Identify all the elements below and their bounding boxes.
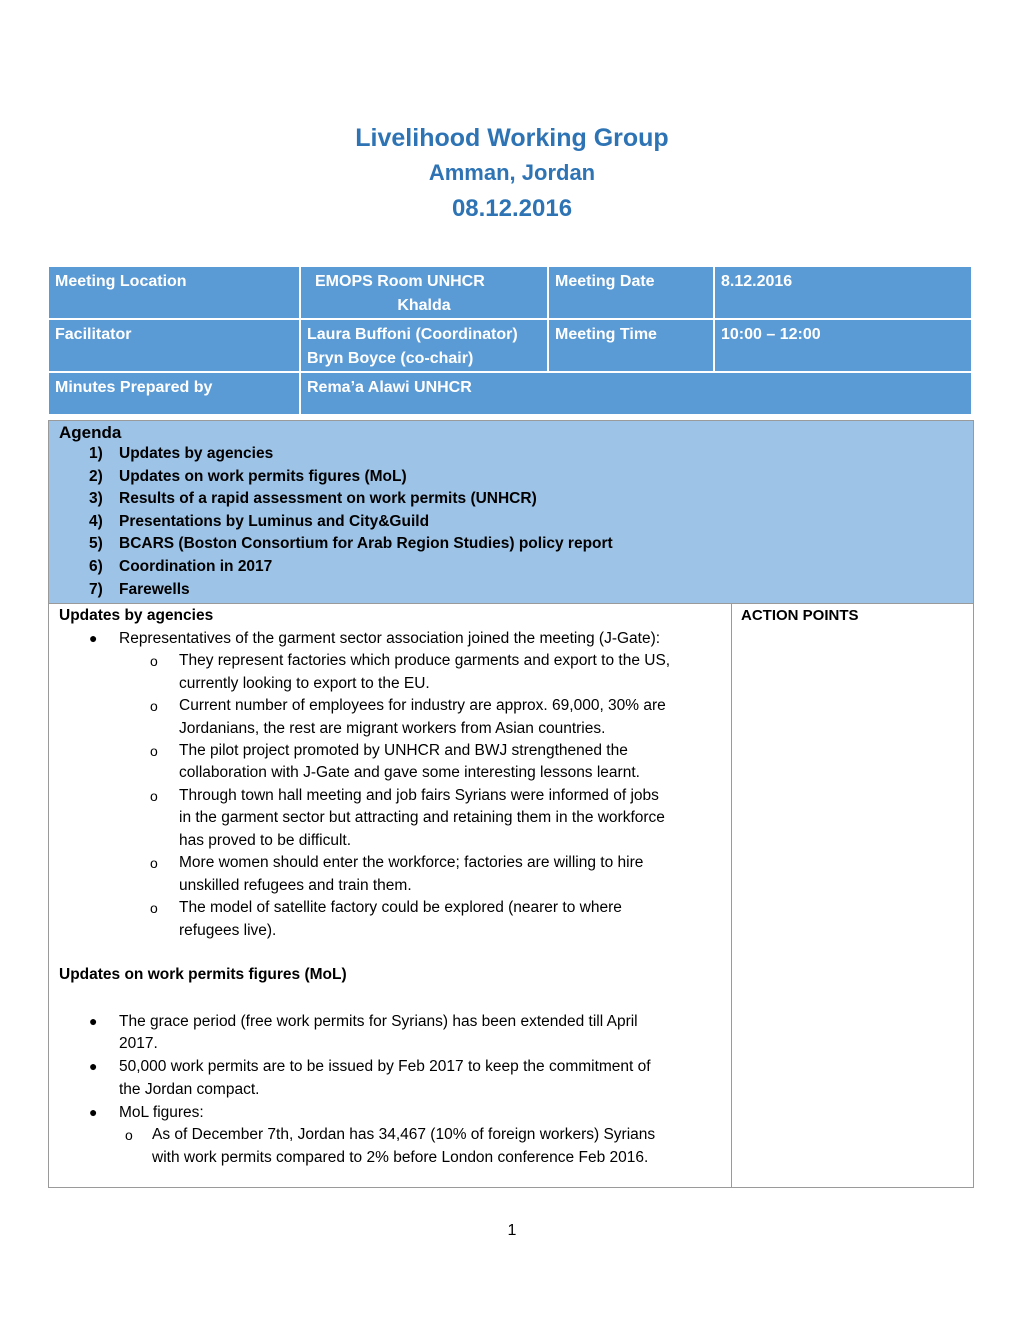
mol-figures-line: As of December 7th, Jordan has 34,467 (10% of foreign workers) Syrians <box>152 1126 656 1143</box>
bullet-icon: ● <box>89 630 98 646</box>
sub-point-line: Jordanians, the rest are migrant workers from Asian countries. <box>179 720 606 737</box>
table-row <box>48 372 972 415</box>
minutes-prepared-label: Minutes Prepared by <box>48 372 300 415</box>
sub-point-line: The model of satellite factory could be explored (nearer to where <box>179 899 622 916</box>
location-line-2: Khalda <box>397 297 451 314</box>
sub-point-line: More women should enter the workforce; factories are willing to hire <box>179 854 644 871</box>
garment-sector-bullet: Representatives of the garment sector association joined the meeting (J-Gate): <box>119 630 661 647</box>
circle-bullet-icon: o <box>125 1127 133 1143</box>
sub-point-line: They represent factories which produce garments and export to the US, <box>179 652 671 669</box>
sub-point-line: Through town hall meeting and job fairs Syrians were informed of jobs <box>179 787 659 804</box>
meeting-date-label: Meeting Date <box>548 266 714 319</box>
agenda-number: 2) <box>89 467 103 485</box>
meeting-info-table <box>47 265 973 416</box>
meeting-time-label: Meeting Time <box>548 319 714 372</box>
permits-bullet-line: 2017. <box>119 1035 158 1052</box>
minutes-prepared-value: Rema’a Alawi UNHCR <box>300 372 972 415</box>
meeting-location-value <box>300 266 548 319</box>
meeting-location-label: Meeting Location <box>48 266 300 319</box>
agenda-number: 7) <box>89 580 103 598</box>
bullet-icon: ● <box>89 1013 98 1029</box>
table-row <box>48 319 972 372</box>
updates-agencies-heading: Updates by agencies <box>59 607 214 624</box>
mol-figures-line: with work permits compared to 2% before London conference Feb 2016. <box>152 1149 649 1166</box>
bullet-icon: ● <box>89 1104 98 1120</box>
agenda-number: 5) <box>89 535 103 553</box>
circle-bullet-icon: o <box>150 855 158 871</box>
location-line-1: EMOPS Room UNHCR <box>315 273 485 290</box>
agenda-number: 3) <box>89 490 103 508</box>
permits-bullet-line: MoL figures: <box>119 1104 204 1121</box>
updates-permits-heading: Updates on work permits figures (MoL) <box>59 966 347 983</box>
document-title: Livelihood Working Group <box>355 124 669 152</box>
circle-bullet-icon: o <box>150 653 158 669</box>
agenda-text: Updates by agencies <box>119 445 274 462</box>
sub-point-line: collaboration with J-Gate and gave some interesting lessons learnt. <box>179 764 640 781</box>
action-points-title: ACTION POINTS <box>741 607 859 624</box>
sub-point-line: refugees live). <box>179 922 277 939</box>
sub-point-line: in the garment sector but attracting and retaining them in the workforce <box>179 809 665 826</box>
agenda-text: Results of a rapid assessment on work permits (UNHCR) <box>119 490 537 508</box>
circle-bullet-icon: o <box>150 698 158 714</box>
circle-bullet-icon: o <box>150 900 158 916</box>
sub-point-line: unskilled refugees and train them. <box>179 877 412 894</box>
document-date: 08.12.2016 <box>451 195 573 222</box>
page-number: 1 <box>507 1222 517 1239</box>
table-row <box>48 266 972 319</box>
agenda-text: BCARS (Boston Consortium for Arab Region Studies) policy report <box>119 535 613 553</box>
circle-bullet-icon: o <box>150 743 158 759</box>
bullet-icon: ● <box>89 1058 98 1074</box>
permits-bullet-line: The grace period (free work permits for Syrians) has been extended till April <box>119 1013 638 1030</box>
facilitator-label: Facilitator <box>48 319 300 372</box>
circle-bullet-icon: o <box>150 788 158 804</box>
agenda-text: Coordination in 2017 <box>119 557 273 575</box>
sub-point-line: The pilot project promoted by UNHCR and BWJ strengthened the <box>179 742 628 759</box>
permits-bullet-line: 50,000 work permits are to be issued by Feb 2017 to keep the commitment of <box>119 1058 651 1075</box>
facilitator-line-2: Bryn Boyce (co-chair) <box>307 350 474 367</box>
document-location: Amman, Jordan <box>428 160 596 185</box>
minutes-body <box>49 604 732 1187</box>
agenda-section <box>49 421 973 604</box>
sub-point-line: Current number of employees for industry are approx. 69,000, 30% are <box>179 697 666 714</box>
agenda-text: Farewells <box>119 580 190 598</box>
permits-bullet-line: the Jordan compact. <box>119 1081 260 1098</box>
agenda-number: 4) <box>89 512 103 530</box>
facilitator-line-1: Laura Buffoni (Coordinator) <box>307 326 518 343</box>
agenda-number: 6) <box>89 557 103 575</box>
agenda-title: Agenda <box>59 423 122 442</box>
facilitator-value <box>300 319 548 372</box>
meeting-time-value: 10:00 – 12:00 <box>714 319 972 372</box>
action-points-column <box>732 604 973 1187</box>
minutes-table <box>48 420 974 1188</box>
agenda-number: 1) <box>89 445 103 462</box>
sub-point-line: currently looking to export to the EU. <box>179 675 430 692</box>
agenda-text: Updates on work permits figures (MoL) <box>119 467 407 485</box>
sub-point-line: has proved to be difficult. <box>179 832 352 849</box>
agenda-text: Presentations by Luminus and City&Guild <box>119 512 430 530</box>
meeting-date-value: 8.12.2016 <box>714 266 972 319</box>
